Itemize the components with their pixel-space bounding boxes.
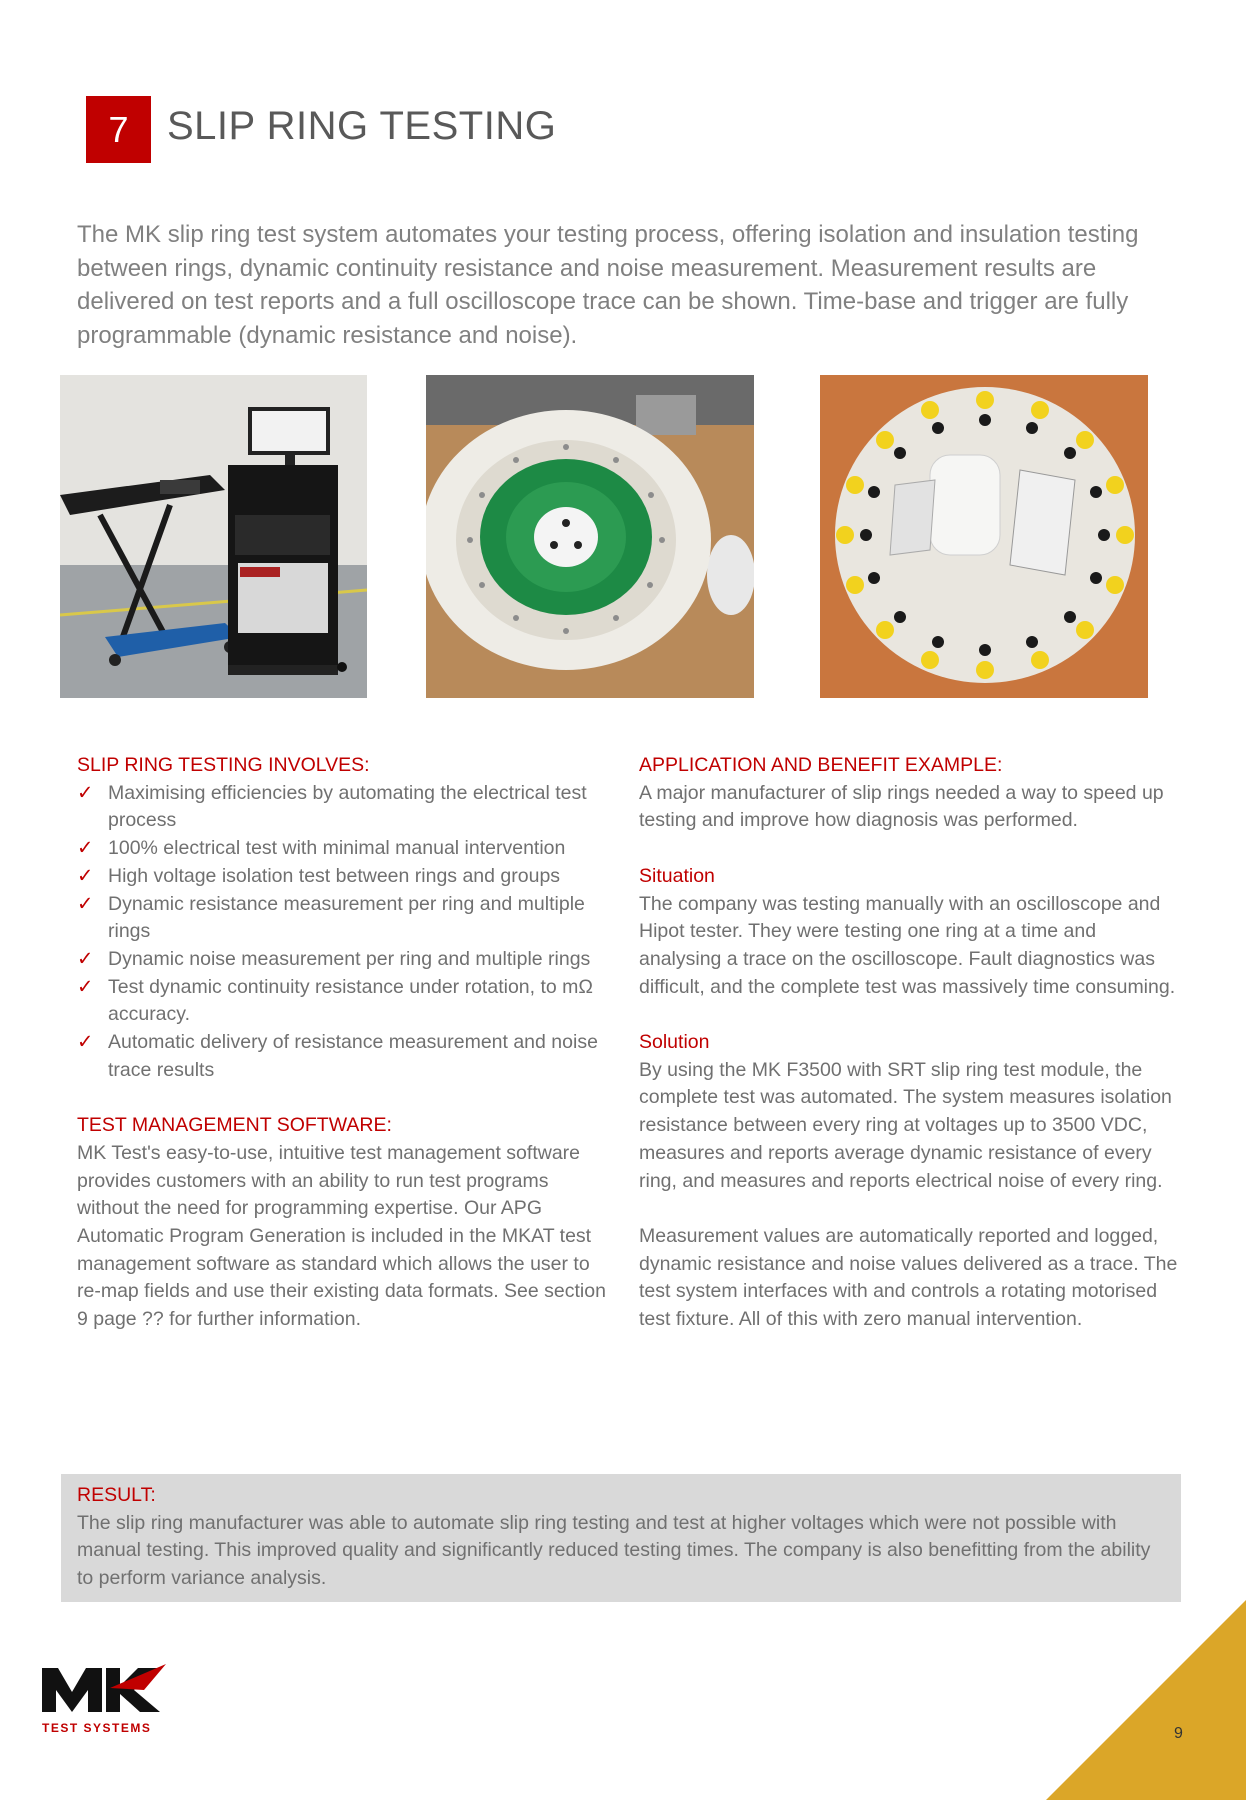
application-body: A major manufacturer of slip rings needed a way to speed up testing and improve how diagnosis was performed. bbox=[639, 781, 1164, 832]
intro-paragraph: The MK slip ring test system automates your testing process, offering isolation and insulation testing between rings, dynamic continuity resistance and noise measurement. Measurement results are delivered on test reports and a full oscilloscope trace can be shown. Time-base and trigger are fully programmable (dynamic resistance and noise). bbox=[77, 221, 1139, 349]
situation-heading: Situation bbox=[639, 864, 715, 887]
check-icon: ✓ bbox=[77, 837, 94, 860]
right-column bbox=[639, 752, 1179, 1334]
mk-test-systems-logo bbox=[40, 1660, 180, 1740]
section-number-badge: 7 bbox=[86, 96, 151, 163]
solution-body: By using the MK F3500 with SRT slip ring test module, the complete test was automated. The system measures isolation resistance between every ring at voltages up to 3500 VDC, measures and reports average dynamic resistance of every ring, and measures and reports electrical noise of every ring. bbox=[639, 1058, 1172, 1192]
check-icon: ✓ bbox=[77, 1031, 94, 1054]
list-item: ✓ Dynamic resistance measurement per ring and multiple rings bbox=[77, 892, 585, 943]
situation-body: The company was testing manually with an oscilloscope and Hipot tester. They were testing one ring at a time and analysing a trace on the oscilloscope. Fault diagnostics was difficult, and the complete test was massively time consuming. bbox=[639, 892, 1176, 998]
check-icon: ✓ bbox=[77, 892, 94, 915]
involves-heading: SLIP RING TESTING INVOLVES: bbox=[77, 754, 370, 776]
involves-list bbox=[77, 780, 607, 1085]
software-body: MK Test's easy-to-use, intuitive test management software provides customers with an ability to run test programs without the need for programming expertise. Our APG Automatic Program Generation is included in the MKAT test management software as standard which allows the user to re-map fields and use their existing data formats. See section 9 page ?? for further information. bbox=[77, 1141, 606, 1331]
page-number: 9 bbox=[1174, 1725, 1183, 1742]
left-column bbox=[77, 752, 607, 1334]
svg-text:TEST SYSTEMS: TEST SYSTEMS bbox=[42, 1721, 152, 1735]
result-body: The slip ring manufacturer was able to automate slip ring testing and test at higher voltages which were not possible with manual testing. This improved quality and significantly reduced testing times. The company is also benefitting from the ability to perform variance analysis. bbox=[77, 1511, 1151, 1590]
application-heading: APPLICATION AND BENEFIT EXAMPLE: bbox=[639, 754, 1003, 776]
photo-numbered-pin-fixture bbox=[820, 375, 1148, 698]
check-icon: ✓ bbox=[77, 975, 94, 998]
check-icon: ✓ bbox=[77, 947, 94, 970]
photo-slip-ring-fixture-pcb bbox=[426, 375, 754, 698]
solution-body-continued: Measurement values are automatically reported and logged, dynamic resistance and noise values delivered as a trace. The test system interfaces with and controls a rotating motorised test fixture. All of this with zero manual intervention. bbox=[639, 1224, 1178, 1331]
result-heading: RESULT: bbox=[77, 1484, 156, 1506]
list-item: ✓ Test dynamic continuity resistance under rotation, to mΩ accuracy. bbox=[77, 975, 593, 1026]
list-item: ✓ 100% electrical test with minimal manual intervention bbox=[77, 835, 607, 863]
corner-triangle-decoration bbox=[1046, 1600, 1246, 1800]
list-item: ✓ High voltage isolation test between rings and groups bbox=[77, 863, 607, 891]
list-item: ✓ Dynamic noise measurement per ring and multiple rings bbox=[77, 946, 607, 974]
solution-heading: Solution bbox=[639, 1031, 710, 1053]
photo-test-system-rack bbox=[60, 375, 367, 698]
check-icon: ✓ bbox=[77, 781, 94, 804]
software-heading: TEST MANAGEMENT SOFTWARE: bbox=[77, 1114, 392, 1137]
list-item: ✓ Maximising efficiencies by automating the electrical test process bbox=[77, 781, 587, 832]
page-title: SLIP RING TESTING bbox=[167, 104, 557, 148]
list-item: ✓ Automatic delivery of resistance measurement and noise trace results bbox=[77, 1031, 598, 1081]
result-box bbox=[61, 1474, 1181, 1602]
check-icon: ✓ bbox=[77, 864, 94, 887]
